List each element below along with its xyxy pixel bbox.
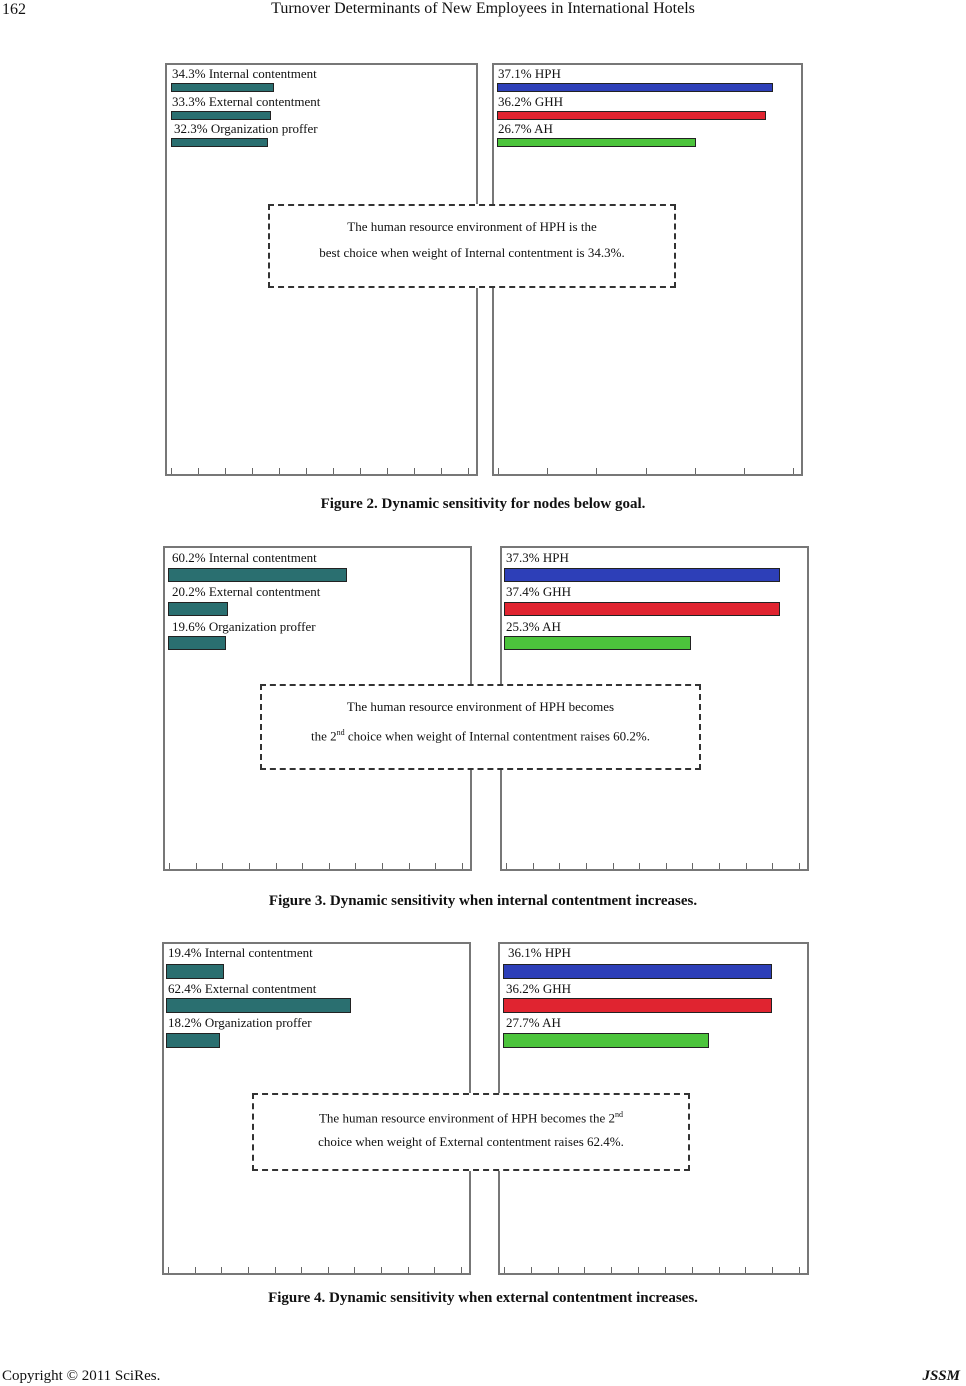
axis-ticks xyxy=(167,467,476,474)
page-number: 162 xyxy=(2,1,26,18)
left-bar xyxy=(166,998,351,1013)
right-label: 36.2% GHH xyxy=(498,94,563,109)
axis-tick xyxy=(665,1267,666,1273)
right-bar xyxy=(503,998,772,1013)
running-title: Turnover Determinants of New Employees in International Hotels xyxy=(271,0,695,17)
axis-tick xyxy=(745,1267,746,1273)
axis-tick xyxy=(638,1267,639,1273)
axis-tick xyxy=(252,468,253,474)
axis-tick xyxy=(799,863,800,869)
right-label: 37.3% HPH xyxy=(506,550,569,565)
axis-tick xyxy=(360,468,361,474)
axis-tick xyxy=(171,468,172,474)
annotation-line: The human resource environment of HPH becomes the 2nd xyxy=(318,1110,624,1126)
right-bar xyxy=(504,636,691,650)
axis-ticks xyxy=(502,862,807,869)
axis-tick xyxy=(719,863,720,869)
axis-tick xyxy=(198,468,199,474)
axis-tick xyxy=(196,863,197,869)
right-bar xyxy=(497,138,696,147)
right-bar xyxy=(503,964,772,979)
axis-tick xyxy=(302,863,303,869)
axis-tick xyxy=(306,468,307,474)
axis-tick xyxy=(468,468,469,474)
left-bar xyxy=(166,964,224,979)
axis-tick xyxy=(408,1267,409,1273)
axis-tick xyxy=(328,1267,329,1273)
axis-tick xyxy=(719,1267,720,1273)
right-label: 36.2% GHH xyxy=(506,981,571,996)
axis-tick xyxy=(744,468,745,474)
axis-tick xyxy=(248,1267,249,1273)
journal-name: JSSM xyxy=(922,1368,960,1384)
figure-caption: Figure 2. Dynamic sensitivity for nodes below goal. xyxy=(320,496,646,512)
right-bar xyxy=(503,1033,709,1048)
left-bar xyxy=(171,83,274,92)
left-label: 20.2% External contentment xyxy=(172,584,321,599)
axis-tick xyxy=(329,863,330,869)
right-label: 37.4% GHH xyxy=(506,584,571,599)
right-label: 27.7% AH xyxy=(506,1015,561,1030)
axis-tick xyxy=(435,863,436,869)
axis-tick xyxy=(695,468,696,474)
axis-tick xyxy=(249,863,250,869)
axis-tick xyxy=(772,1267,773,1273)
left-label: 60.2% Internal contentment xyxy=(172,550,317,565)
left-label: 32.3% Organization proffer xyxy=(174,121,318,136)
annotation-line: the 2nd choice when weight of Internal contentment raises 60.2%. xyxy=(310,728,651,744)
axis-tick xyxy=(639,863,640,869)
axis-tick xyxy=(387,468,388,474)
axis-tick xyxy=(168,1267,169,1273)
axis-tick xyxy=(434,1267,435,1273)
axis-tick xyxy=(547,468,548,474)
left-bar xyxy=(168,636,226,650)
axis-tick xyxy=(222,863,223,869)
left-label: 62.4% External contentment xyxy=(168,981,317,996)
axis-tick xyxy=(462,863,463,869)
axis-ticks xyxy=(500,1266,807,1273)
annotation-line: choice when weight of External contentment raises 62.4%. xyxy=(318,1134,624,1150)
axis-ticks xyxy=(164,1266,469,1273)
annotation-box xyxy=(268,204,676,288)
axis-tick xyxy=(225,468,226,474)
right-label: 26.7% AH xyxy=(498,121,553,136)
right-label: 37.1% HPH xyxy=(498,66,561,81)
axis-tick xyxy=(414,468,415,474)
axis-tick xyxy=(584,1267,585,1273)
axis-tick xyxy=(666,863,667,869)
axis-tick xyxy=(692,1267,693,1273)
axis-tick xyxy=(195,1267,196,1273)
right-bar xyxy=(504,602,780,616)
axis-tick xyxy=(611,1267,612,1273)
right-label: 25.3% AH xyxy=(506,619,561,634)
axis-tick xyxy=(354,1267,355,1273)
axis-tick xyxy=(441,468,442,474)
left-bar xyxy=(168,602,228,616)
right-bar xyxy=(504,568,780,582)
annotation-line: The human resource environment of HPH becomes xyxy=(346,699,615,714)
axis-tick xyxy=(279,468,280,474)
axis-tick xyxy=(793,468,794,474)
axis-tick xyxy=(613,863,614,869)
left-bar xyxy=(171,111,271,120)
right-bar xyxy=(497,83,773,92)
axis-tick xyxy=(533,863,534,869)
axis-tick xyxy=(169,863,170,869)
left-label: 19.4% Internal contentment xyxy=(168,945,313,960)
left-bar xyxy=(171,138,268,147)
axis-tick xyxy=(333,468,334,474)
figure-caption: Figure 4. Dynamic sensitivity when external contentment increases. xyxy=(268,1290,698,1306)
axis-tick xyxy=(221,1267,222,1273)
right-label: 36.1% HPH xyxy=(508,945,571,960)
axis-ticks xyxy=(494,467,801,474)
axis-tick xyxy=(531,1267,532,1273)
left-label: 34.3% Internal contentment xyxy=(172,66,317,81)
axis-tick xyxy=(558,1267,559,1273)
axis-tick xyxy=(586,863,587,869)
axis-tick xyxy=(301,1267,302,1273)
annotation-line: The human resource environment of HPH is the xyxy=(347,219,597,234)
left-label: 18.2% Organization proffer xyxy=(168,1015,312,1030)
axis-tick xyxy=(381,1267,382,1273)
axis-tick xyxy=(276,863,277,869)
axis-tick xyxy=(498,468,499,474)
figure-caption: Figure 3. Dynamic sensitivity when internal contentment increases. xyxy=(268,893,698,909)
page-header xyxy=(0,0,966,24)
axis-tick xyxy=(646,468,647,474)
axis-tick xyxy=(355,863,356,869)
annotation-line: best choice when weight of Internal contentment is 34.3%. xyxy=(319,245,625,260)
left-bar xyxy=(166,1033,220,1048)
axis-tick xyxy=(461,1267,462,1273)
axis-tick xyxy=(596,468,597,474)
annotation-box xyxy=(260,684,701,770)
axis-tick xyxy=(772,863,773,869)
axis-tick xyxy=(799,1267,800,1273)
axis-tick xyxy=(382,863,383,869)
axis-tick xyxy=(409,863,410,869)
axis-tick xyxy=(559,863,560,869)
copyright: Copyright © 2011 SciRes. xyxy=(2,1368,161,1384)
axis-ticks xyxy=(165,862,470,869)
right-bar xyxy=(497,111,766,120)
annotation-box xyxy=(252,1093,690,1171)
axis-tick xyxy=(275,1267,276,1273)
left-label: 33.3% External contentment xyxy=(172,94,321,109)
axis-tick xyxy=(506,863,507,869)
axis-tick xyxy=(692,863,693,869)
left-label: 19.6% Organization proffer xyxy=(172,619,316,634)
left-bar xyxy=(168,568,347,582)
axis-tick xyxy=(746,863,747,869)
axis-tick xyxy=(504,1267,505,1273)
